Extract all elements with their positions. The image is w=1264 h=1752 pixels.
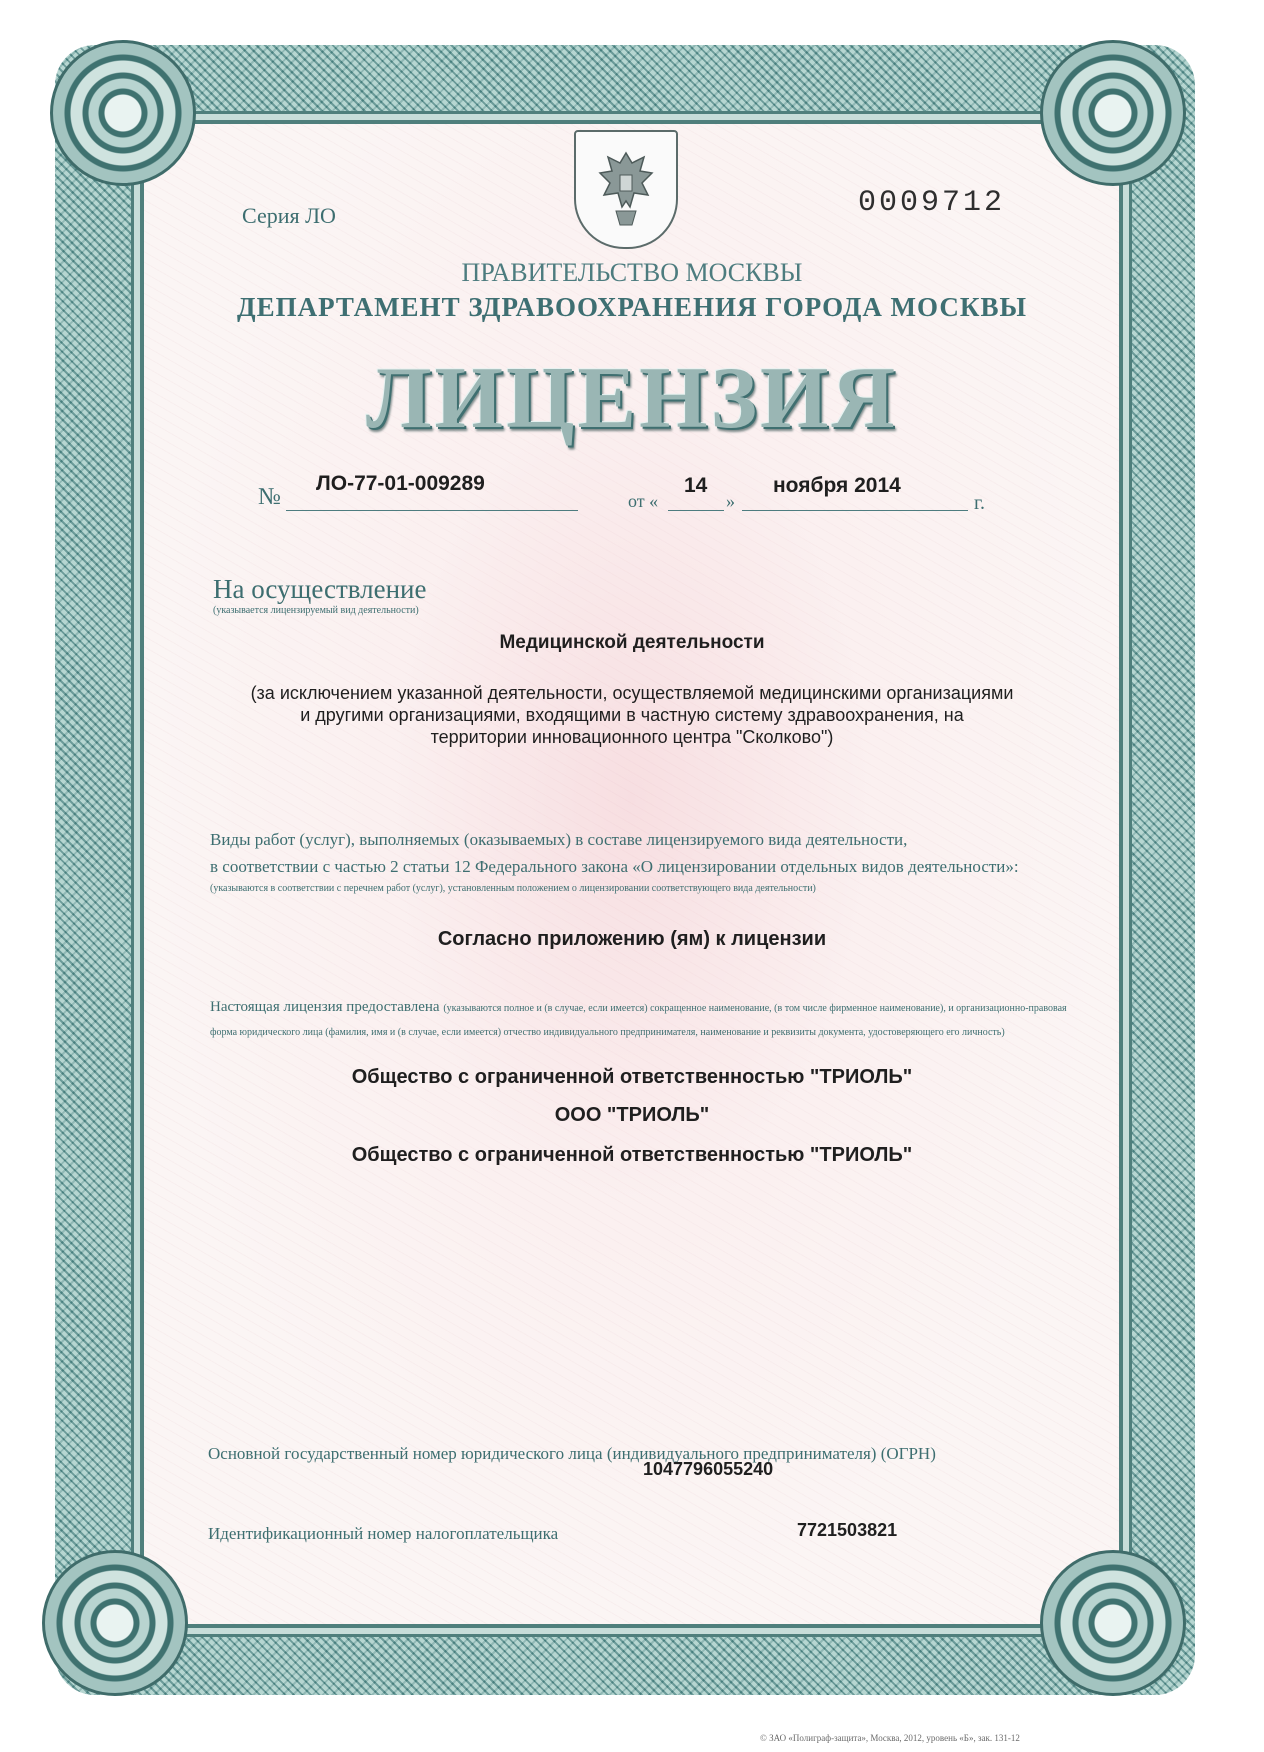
ogrn-label: Основной государственный номер юридического лица (индивидуального предпринимателя) (ОГРН) [208, 1444, 936, 1463]
corner-rosette-icon [1040, 40, 1186, 186]
granted-label-text: Настоящая лицензия предоставлена [210, 999, 440, 1015]
works-label-line: в соответствии с частью 2 статьи 12 Федерального закона «О лицензировании отдельных видов деятельности»: [210, 857, 1019, 876]
organization-short-name: ООО "ТРИОЛЬ" [554, 1104, 710, 1126]
corner-rosette-icon [1040, 1550, 1186, 1696]
inn-value: 7721503821 [797, 1520, 898, 1540]
activity-note [170, 682, 1094, 748]
day-underline [668, 510, 724, 511]
printer-imprint: © ЗАО «Полиграф-защита», Москва, 2012, уровень «Б», зак. 131-12 [760, 1733, 1020, 1743]
organization-brand-name: Общество с ограниченной ответственностью "ТРИОЛЬ" [351, 1144, 913, 1166]
activity-note-line: и другими организациями, входящими в частную систему здравоохранения, на [300, 705, 964, 725]
corner-rosette-icon [50, 40, 196, 186]
license-month-year: ноября 2014 [773, 474, 901, 497]
year-suffix: г. [974, 492, 985, 514]
activity-note-line: (за исключением указанной деятельности, осуществляемой медицинскими организациями [250, 683, 1014, 703]
purpose-hint: (указывается лицензируемый вид деятельности) [213, 605, 419, 616]
works-label-line: Виды работ (услуг), выполняемых (оказываемых) в составе лицензируемого вида деятельности, [210, 830, 908, 849]
license-number: ЛО-77-01-009289 [316, 472, 485, 495]
coat-of-arms-icon [574, 130, 678, 249]
ogrn-value: 1047796055240 [643, 1459, 774, 1479]
department-heading: ДЕПАРТАМЕНТ ЗДРАВООХРАНЕНИЯ ГОРОДА МОСКВЫ [237, 292, 1027, 322]
series-label: Серия ЛО [242, 203, 336, 228]
number-sign: № [258, 484, 281, 510]
granted-hint: (указываются полное и (в случае, если имеется) сокращенное наименование, (в том числе фирменное наименование), и организационно-правовая форма юридического лица (фамилия, имя и (в случае, если имеется) отчество индивидуального предпринимателя, наименование и реквизиты документа, удостоверяющего его личность) [210, 1003, 1067, 1038]
license-day: 14 [684, 474, 708, 497]
activity-name: Медицинской деятельности [499, 632, 765, 653]
purpose-label: На осуществление [213, 574, 427, 604]
organization-full-name: Общество с ограниченной ответственностью "ТРИОЛЬ" [351, 1066, 913, 1088]
works-label [210, 826, 1070, 880]
inn-label: Идентификационный номер налогоплательщика [208, 1524, 559, 1543]
activity-note-line: территории инновационного центра "Сколково") [430, 727, 834, 747]
serial-number: 0009712 [858, 186, 1006, 220]
works-hint: (указываются в соответствии с перечнем работ (услуг), установленным положением о лицензировании соответствующего вида деятельности) [210, 883, 816, 894]
date-quote-close: » [726, 491, 735, 511]
granted-label [210, 996, 1080, 1044]
document-title: ЛИЦЕНЗИЯ [365, 350, 899, 447]
number-underline [286, 510, 578, 511]
date-from-label: от « [628, 491, 659, 511]
works-value: Согласно приложению (ям) к лицензии [437, 928, 827, 950]
government-heading: ПРАВИТЕЛЬСТВО МОСКВЫ [461, 258, 803, 287]
month-underline [742, 510, 968, 511]
corner-rosette-icon [42, 1550, 188, 1696]
